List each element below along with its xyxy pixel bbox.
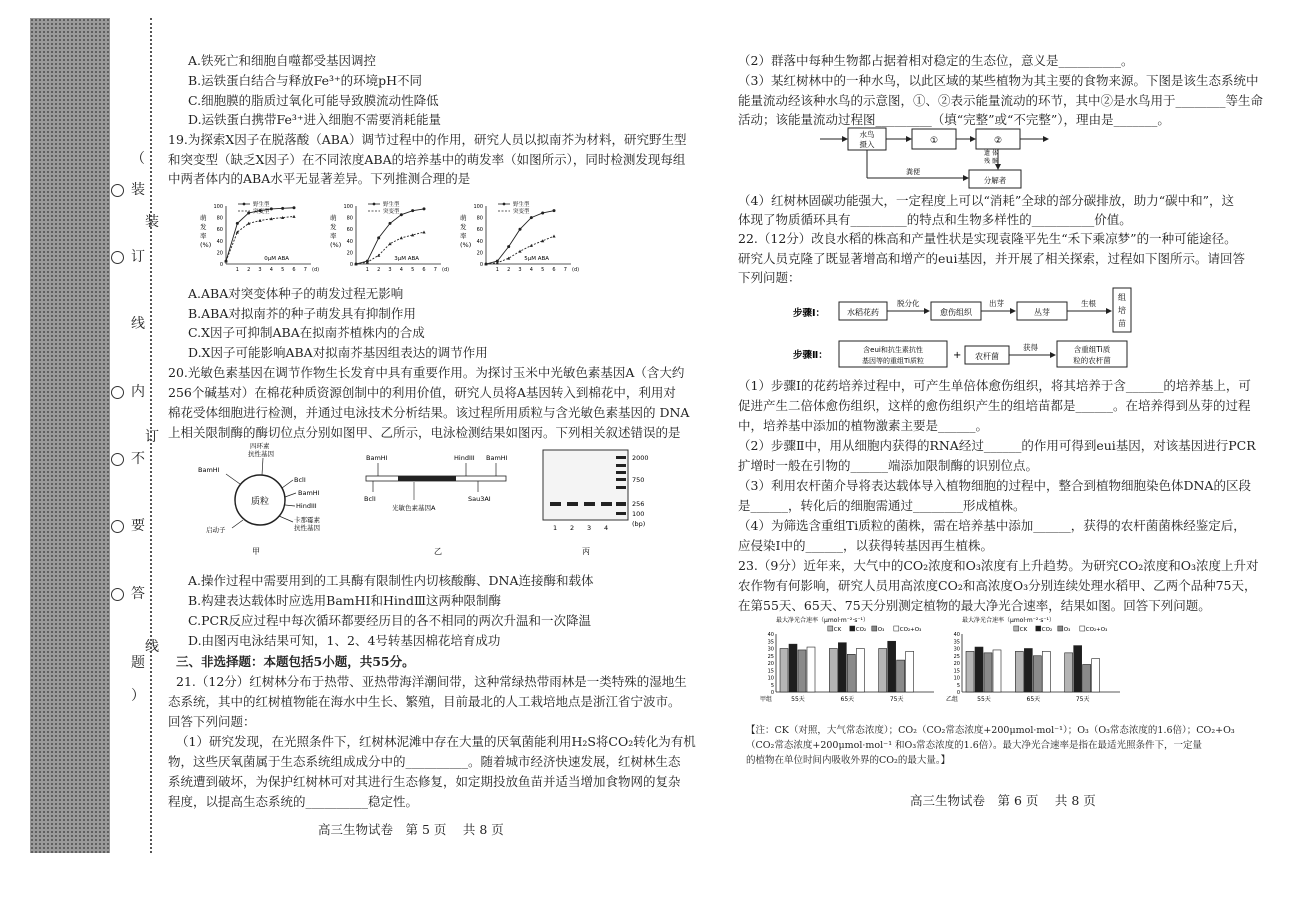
kan-label-2: 抗性基因 xyxy=(294,524,320,532)
legend-wild: 野生型 xyxy=(253,202,270,208)
germ-xtick: 5 xyxy=(541,267,545,273)
bar-ytick: 30 xyxy=(767,646,774,653)
legend-mutant: 突变型 xyxy=(513,209,530,215)
germ-ylabel: 发 xyxy=(460,223,467,231)
step-result-1: 含重组Ti质 xyxy=(1073,345,1111,354)
q22-1-line-3: 中，培养基中添加的植物激素主要是______。 xyxy=(738,418,989,433)
footer-page-5: 高三生物试卷 第 5 页 共 8 页 xyxy=(318,822,504,837)
step-plasmid-1: 含eui和抗生素抗性 xyxy=(863,346,923,354)
legend-label: CK xyxy=(1019,627,1028,633)
q20-option-a: A.操作过程中需要用到的工具酶有限制性内切核酸酶、DNA连接酶和载体 xyxy=(188,573,594,588)
q21-3-line-2: 能量流动经该种水鸟的示意图，①、②表示能量流动的环节，其中②是水鸟用于________等生命 xyxy=(738,93,1264,108)
plasmid-site-bcli: BclI xyxy=(294,476,306,484)
gel-mark-2000: 2000 xyxy=(632,454,649,462)
bar-ytick: 10 xyxy=(767,675,774,682)
kan-label-1: 卡那霉素 xyxy=(294,516,320,524)
step-diagram xyxy=(793,286,1213,370)
binding-hole xyxy=(111,453,124,466)
bar xyxy=(789,644,797,692)
germ-ytick: 60 xyxy=(346,227,353,234)
bar xyxy=(1042,651,1050,692)
germ-xtick: 5 xyxy=(281,267,285,273)
germ-xtick: 1 xyxy=(235,267,239,273)
germ-ytick: 100 xyxy=(343,204,353,210)
legend-label: CK xyxy=(833,627,842,633)
mutant-point xyxy=(292,215,295,218)
bar-chart-title: 最大净光合速率（μmol·m⁻²·s⁻¹） xyxy=(776,617,869,624)
germ-ylabel: (%) xyxy=(330,241,342,249)
germ-ytick: 20 xyxy=(476,250,483,257)
binding-char-9: ） xyxy=(131,688,145,704)
gene-label: 光敏色素基因A xyxy=(392,504,436,512)
bar-ytick: 15 xyxy=(953,668,960,675)
q23-line-3: 在第55天、65天、75天分别测定植物的最大净光合速率，结果如图。回答下列问题。 xyxy=(738,598,1211,613)
bar xyxy=(1092,659,1100,692)
plasmid-label: 质粒 xyxy=(250,497,270,507)
bar-ytick: 20 xyxy=(767,661,774,667)
germ-ytick: 40 xyxy=(216,238,223,245)
bar-ytick: 5 xyxy=(956,682,960,689)
bar xyxy=(798,650,806,692)
q22-line-2: 研究人员克隆了既显著增高和增产的eui基因，并开展了相关探索，过程如下图所示。请回答 xyxy=(738,251,1245,266)
flow-remains-1: 遗 xyxy=(984,150,991,157)
q23-line-2: 农作物有何影响，研究人员用高浓度CO₂和高浓度O₃分别连续处理水稻甲、乙两个品种75天， xyxy=(738,578,1257,593)
binding-margin xyxy=(30,18,110,853)
bar-ytick: 25 xyxy=(953,653,960,660)
bar-ytick: 35 xyxy=(767,639,774,646)
wild-point xyxy=(507,245,510,248)
binding-side-char-2: 线 xyxy=(145,639,159,655)
germ-condition: 3μM ABA xyxy=(394,256,420,262)
germ-xtick: 7 xyxy=(303,267,307,273)
germ-ylabel: 发 xyxy=(330,223,337,231)
step-root: 生根 xyxy=(1081,299,1096,308)
germ-condition: 0μM ABA xyxy=(264,256,290,262)
step-plasmid-2: 基因等的重组Ti质粒 xyxy=(861,357,925,365)
wild-point xyxy=(519,228,522,231)
bar xyxy=(856,649,864,693)
germ-ylabel: 萌 xyxy=(330,214,337,222)
q18-option-c: C.细胞膜的脂质过氧化可能导致膜流动性降低 xyxy=(188,93,439,108)
step-dediff: 脱分化 xyxy=(897,299,920,308)
q20-option-b: B.构建表达载体时应选用BamHⅠ和HindⅢ这两种限制酶 xyxy=(188,593,501,608)
legend-label: CO₂ xyxy=(1041,627,1053,633)
bar xyxy=(1074,646,1082,692)
legend-mutant: 突变型 xyxy=(253,209,270,215)
q21-4-line-2: 体现了物质循环具有_________的特点和生物多样性的__________价值。 xyxy=(738,212,1132,227)
binding-hole xyxy=(111,588,124,601)
tet-label-2: 抗性基因 xyxy=(248,450,274,458)
mutant-point xyxy=(541,239,544,242)
q19-option-b: B.ABA对拟南芥的种子萌发具有抑制作用 xyxy=(188,306,416,321)
germ-xtick: 4 xyxy=(269,267,273,273)
bar-chart-title: 最大净光合速率（μmol·m⁻²·s⁻¹） xyxy=(962,617,1055,624)
legend-swatch xyxy=(828,626,833,631)
bar xyxy=(897,660,905,692)
germ-ytick: 0 xyxy=(349,262,353,268)
q22-line-1: 22.（12分）改良水稻的株高和产量性状是实现袁隆平先生“禾下乘凉梦”的一种可能途径。 xyxy=(738,231,1237,246)
fig-label-yi: 乙 xyxy=(434,547,442,556)
q19-option-d: D.X因子可能影响ABA对拟南芥基因组表达的调节作用 xyxy=(188,345,488,360)
legend-swatch xyxy=(1036,626,1041,631)
germ-xtick: 3 xyxy=(388,267,392,273)
legend-label: CO₂ xyxy=(855,627,867,633)
binding-char-3: 线 xyxy=(131,316,145,332)
bar xyxy=(838,643,846,692)
germ-ylabel: (%) xyxy=(200,241,212,249)
q19-germination-chart xyxy=(198,198,598,278)
step-get: 获得 xyxy=(1023,343,1038,352)
binding-hole xyxy=(111,520,124,533)
bar-ytick: 5 xyxy=(770,682,774,689)
wild-point xyxy=(411,209,414,212)
bar-category: 65天 xyxy=(1026,696,1041,703)
mutant-point xyxy=(552,235,555,238)
legend-swatch xyxy=(872,626,877,631)
binding-char-6: 要 xyxy=(131,518,145,534)
mutant-point xyxy=(422,231,425,234)
q22-1-line-1: （1）步骤Ⅰ的花药培养过程中，可产生单倍体愈伤组织，将其培养于含______的培养基上，可 xyxy=(738,378,1251,393)
q19-stem-2: 和突变型（缺乏X因子）在不同浓度ABA的培养基中的萌发率（如图所示），同时检测发现每组 xyxy=(168,152,686,167)
germ-ytick: 60 xyxy=(216,227,223,234)
bar-ytick: 35 xyxy=(953,639,960,646)
q22-line-3: 下列问题： xyxy=(738,270,801,285)
q20-stem-1: 20.光敏色素基因在调节作物生长发育中具有重要作用。为探讨玉米中光敏色素基因A（含大约 xyxy=(168,365,685,380)
wild-point xyxy=(377,236,380,239)
gene-site-hindiii: HindIII xyxy=(454,454,475,462)
germ-ylabel: 率 xyxy=(330,232,337,240)
gel-mark-256: 256 xyxy=(632,500,645,508)
bar-ytick: 15 xyxy=(767,668,774,675)
germ-ytick: 20 xyxy=(216,250,223,257)
germ-xtick: 6 xyxy=(422,267,426,273)
gel-unit: (bp) xyxy=(632,520,646,528)
germ-xtick: 7 xyxy=(563,267,567,273)
bar-ytick: 25 xyxy=(767,653,774,660)
legend-label: CO₂+O₃ xyxy=(1085,627,1108,633)
q22-2-line-1: （2）步骤Ⅱ中，用从细胞内获得的RNA经过______的作用可得到eui基因，对该基因进行PCR xyxy=(738,438,1256,453)
q19-option-a: A.ABA对突变体种子的萌发过程无影响 xyxy=(188,286,404,301)
q20-stem-4: 上相关限制酶的酶切位点分别如图甲、乙所示，电泳检测结果如图丙。下列相关叙述错误的是 xyxy=(168,425,681,440)
step-plus: + xyxy=(953,350,962,361)
germ-ylabel: 发 xyxy=(200,223,207,231)
q21-line-5: 物，这些厌氧菌属于生态系统组成成分中的__________。随着城市经济快速发展，红树林生态 xyxy=(168,754,681,769)
germ-day-unit: (d) xyxy=(312,267,320,273)
bar xyxy=(1015,651,1023,692)
plasmid-site-bamhi-2: BamHI xyxy=(298,489,320,497)
q21-3-line-3: 活动；该能量流动过程图_________（填“完整”或“不完整”），理由是_______。 xyxy=(738,112,1170,127)
flow-box-2: ② xyxy=(993,136,1003,146)
bar xyxy=(993,650,1001,692)
germ-xtick: 2 xyxy=(247,267,251,273)
germ-ylabel: (%) xyxy=(460,241,472,249)
wild-point xyxy=(541,211,544,214)
q21-3-line-1: （3）某红树林中的一种水鸟，以此区域的某些植物为其主要的食物来源。下图是该生态系统中 xyxy=(738,73,1259,88)
q23-note-3: 的植物在单位时间内吸收外界的CO₂的最大量。】 xyxy=(746,755,951,766)
germ-xtick: 6 xyxy=(552,267,556,273)
q18-option-a: A.铁死亡和细胞自噬都受基因调控 xyxy=(188,53,377,68)
gene-site-sau3ai: Sau3AI xyxy=(468,495,491,503)
mutant-point xyxy=(400,236,403,239)
flow-feces: 粪便 xyxy=(906,168,920,176)
bar-category: 75天 xyxy=(889,696,904,703)
bar xyxy=(807,647,815,692)
step-2-label: 步骤Ⅱ： xyxy=(793,350,828,361)
wild-point xyxy=(270,207,273,210)
q23-line-1: 23.（9分）近年来，大气中的CO₂浓度和O₃浓度有上升趋势。为研究CO₂浓度和O₃浓度上升对 xyxy=(738,558,1259,573)
germ-ylabel: 率 xyxy=(460,232,467,240)
binding-char-0: （ xyxy=(131,151,145,167)
germ-ytick: 100 xyxy=(213,204,223,210)
bar-ytick: 40 xyxy=(767,632,774,638)
bar xyxy=(984,653,992,692)
flow-decomposer: 分解者 xyxy=(983,176,1007,185)
bar-ytick: 10 xyxy=(953,675,960,682)
bar xyxy=(1083,664,1091,692)
bar-ytick: 20 xyxy=(953,661,960,667)
germ-day-unit: (d) xyxy=(442,267,450,273)
energy-flow-diagram xyxy=(818,126,1078,196)
binding-side-char-1: 订 xyxy=(145,429,159,445)
q18-option-d: D.运铁蛋白携带Fe³⁺进入细胞不需要消耗能量 xyxy=(188,112,442,127)
step-bud: 出芽 xyxy=(989,299,1004,308)
step-agro: 农杆菌 xyxy=(975,352,999,361)
bar xyxy=(847,654,855,692)
q19-stem-1: 19.为探索X因子在脱落酸（ABA）调节过程中的作用，研究人员以拟南芥为材料，研究野生型 xyxy=(168,132,687,147)
bar xyxy=(966,651,974,692)
legend-label: CO₂+O₃ xyxy=(899,627,922,633)
q19-stem-3: 中两者体内的ABA水平无显著差异。下列推测合理的是 xyxy=(168,171,471,186)
bar xyxy=(1033,656,1041,692)
germ-condition: 5μM ABA xyxy=(524,256,550,262)
gene-site-bamhi: BamHI xyxy=(366,454,388,462)
bar-category: 75天 xyxy=(1075,696,1090,703)
lane-4: 4 xyxy=(604,524,609,532)
plasmid-site-hindiii: HindIII xyxy=(296,502,317,510)
q21-line-6: 系统遭到破坏，为保护红树林可对其进行生态修复，如定期投放鱼苗并适当增加食物网的复杂 xyxy=(168,774,681,789)
step-1-label: 步骤Ⅰ： xyxy=(793,308,826,319)
binding-side-char-0: 装 xyxy=(145,214,159,230)
q20-stem-3: 棉花受体细胞进行检测，并通过电泳技术分析结果。该过程所用质粒与含光敏色素基因的 DNA xyxy=(168,405,690,420)
germ-ylabel: 率 xyxy=(200,232,207,240)
binding-char-4: 内 xyxy=(131,384,145,400)
legend-mutant: 突变型 xyxy=(383,209,400,215)
legend-label: O₃ xyxy=(877,627,885,633)
binding-char-7: 答 xyxy=(131,586,145,602)
wild-point xyxy=(423,207,426,210)
fig-label-bing: 丙 xyxy=(582,547,590,556)
bar xyxy=(1024,649,1032,693)
q22-4-line-2: 应侵染Ⅰ中的______，以获得转基因再生植株。 xyxy=(738,538,993,553)
germ-xtick: 5 xyxy=(411,267,415,273)
q21-line-3: 回答下列问题： xyxy=(168,714,256,729)
germ-day-unit: (d) xyxy=(572,267,580,273)
legend-swatch xyxy=(850,626,855,631)
lane-3: 3 xyxy=(587,524,592,532)
binding-char-5: 不 xyxy=(131,451,145,467)
legend-wild: 野生型 xyxy=(513,202,530,208)
step-result-2: 粒的农杆菌 xyxy=(1073,356,1111,365)
q23-note-1: 【注：CK（对照，大气常态浓度）；CO₂（CO₂常态浓度+200μmol·mol⁻¹）；O₃（O₃常态浓度的1.6倍）；CO₂+O₃ xyxy=(746,725,1235,736)
lane-2: 2 xyxy=(570,524,575,532)
bar xyxy=(829,649,837,693)
legend-label: O₃ xyxy=(1063,627,1071,633)
germ-ylabel: 萌 xyxy=(460,214,467,222)
bar xyxy=(906,651,914,692)
bar xyxy=(975,647,983,692)
bar-ytick: 0 xyxy=(956,690,960,696)
germ-ytick: 0 xyxy=(479,262,483,268)
gene-site-bamhi-2: BamHI xyxy=(486,454,508,462)
step-plantlet-1: 组 xyxy=(1118,293,1126,302)
plasmid-site-bamhi: BamHI xyxy=(198,466,220,474)
bar-ytick: 0 xyxy=(770,690,774,696)
germ-ytick: 80 xyxy=(346,215,353,222)
flow-box-intake-1: 水鸟 xyxy=(859,130,875,139)
legend-swatch xyxy=(1080,626,1085,631)
step-plantlet-3: 苗 xyxy=(1118,319,1126,328)
legend-wild: 野生型 xyxy=(383,202,400,208)
legend-swatch xyxy=(1058,626,1063,631)
bar-category: 55天 xyxy=(977,696,991,703)
q21-line-2: 态系统，其中的红树植物能在海水中生长、繁殖，目前最北的人工栽培地点是浙江省宁波市。 xyxy=(168,694,681,709)
tet-label-1: 四环素 xyxy=(250,442,270,450)
footer-page-6: 高三生物试卷 第 6 页 共 8 页 xyxy=(910,793,1096,808)
germ-xtick: 3 xyxy=(518,267,522,273)
q20-option-c: C.PCR反应过程中每次循环都要经历目的各不相同的两次升温和一次降温 xyxy=(188,613,591,628)
q22-2-line-2: 扩增时一般在引物的______端添加限制酶的识别位点。 xyxy=(738,458,1039,473)
bar xyxy=(888,641,896,692)
bar-category: 65天 xyxy=(840,696,855,703)
promoter-label: 启动子 xyxy=(206,526,226,534)
flow-remains-4: 骸 xyxy=(992,158,999,165)
germ-ytick: 60 xyxy=(476,227,483,234)
germ-ytick: 100 xyxy=(473,204,483,210)
legend-swatch xyxy=(1014,626,1019,631)
q23-bar-chart xyxy=(758,616,1138,716)
germ-ytick: 40 xyxy=(346,238,353,245)
flow-box-1: ① xyxy=(929,136,939,146)
wild-point xyxy=(236,222,239,225)
q20-stem-2: 256个碱基对）在棉花种质资源创制中的利用价值，研究人员将A基因转入到棉花中，利用对 xyxy=(168,385,676,400)
wild-point xyxy=(281,207,284,210)
germ-ytick: 80 xyxy=(216,215,223,222)
q20-option-d: D.由图丙电泳结果可知，1、2、4号转基因棉花培育成功 xyxy=(188,633,501,648)
wild-point xyxy=(247,211,250,214)
q23-note-2: （CO₂常态浓度+200μmol·mol⁻¹ 和O₃常态浓度的1.6倍）。最大净光合速率是指在最适光照条件下，一定量 xyxy=(746,740,1202,751)
bar xyxy=(1065,653,1073,692)
q21-line-7: 程度，以提高生态系统的__________稳定性。 xyxy=(168,794,419,809)
germ-xtick: 1 xyxy=(495,267,499,273)
flow-remains-2: 体 xyxy=(992,150,999,157)
flow-remains-3: 残 xyxy=(984,158,991,165)
legend-swatch xyxy=(894,626,899,631)
germ-xtick: 2 xyxy=(377,267,381,273)
binding-char-2: 订 xyxy=(131,249,145,265)
germ-ylabel: 萌 xyxy=(200,214,207,222)
bar-category: 55天 xyxy=(791,696,805,703)
binding-hole xyxy=(111,386,124,399)
bar-ytick: 30 xyxy=(953,646,960,653)
q21-4-line-1: （4）红树林固碳功能强大，一定程度上可以“消耗”全球的部分碳排放，助力“碳中和”，这 xyxy=(738,193,1235,208)
germ-xtick: 2 xyxy=(507,267,511,273)
germ-ytick: 40 xyxy=(476,238,483,245)
germ-ytick: 80 xyxy=(476,215,483,222)
bar-ytick: 40 xyxy=(953,632,960,638)
wild-point xyxy=(553,209,556,212)
wild-point xyxy=(389,222,392,225)
binding-char-8: 题 xyxy=(131,655,145,671)
step-shoot: 丛芽 xyxy=(1034,308,1050,317)
bar xyxy=(879,649,887,693)
step-callus: 愈伤组织 xyxy=(940,308,972,317)
germ-xtick: 6 xyxy=(292,267,296,273)
step-plantlet-2: 培 xyxy=(1118,306,1126,315)
germ-xtick: 7 xyxy=(433,267,437,273)
lane-1: 1 xyxy=(553,524,558,532)
q21-2: （2）群落中每种生物都占据着相对稳定的生态位，意义是__________。 xyxy=(738,53,1134,68)
flow-box-intake-2: 摄入 xyxy=(859,140,875,149)
wild-point xyxy=(530,216,533,219)
q22-4-line-1: （4）为筛选含重组Ti质粒的菌株，需在培养基中添加______，获得的农杆菌菌株经鉴定后， xyxy=(738,518,1246,533)
q19-option-c: C.X因子可抑制ABA在拟南芥植株内的合成 xyxy=(188,325,425,340)
germ-ytick: 0 xyxy=(219,262,223,268)
wild-point xyxy=(400,213,403,216)
q22-3-line-1: （3）利用农杆菌介导将表达载体导入植物细胞的过程中，整合到植物细胞染色体DNA的区段 xyxy=(738,478,1251,493)
gene-site-bcli: BclI xyxy=(364,495,376,503)
section-3-heading: 三、非选择题：本题包括5小题，共55分。 xyxy=(176,654,415,669)
mutant-point xyxy=(518,250,521,253)
binding-hole xyxy=(111,184,124,197)
binding-hole xyxy=(111,251,124,264)
fig-label-jia: 甲 xyxy=(252,547,260,556)
germ-xtick: 3 xyxy=(258,267,262,273)
gel-mark-100: 100 xyxy=(632,510,645,518)
q18-option-b: B.运铁蛋白结合与释放Fe³⁺的环境pH不同 xyxy=(188,73,423,88)
germ-xtick: 4 xyxy=(529,267,533,273)
step-anther: 水稻花药 xyxy=(847,308,879,317)
germ-xtick: 4 xyxy=(399,267,403,273)
binding-char-1: 装 xyxy=(131,182,145,198)
gel-mark-750: 750 xyxy=(632,476,645,484)
wild-point xyxy=(293,206,296,209)
bar xyxy=(780,649,788,693)
q22-3-line-2: 是______，转化后的细胞需通过________形成植株。 xyxy=(738,498,1026,513)
q21-line-4: （1）研究发现，在光照条件下，红树林泥滩中存在大量的厌氧菌能利用H₂S将CO₂转化为有机 xyxy=(176,734,696,749)
bar-panel-label: 甲组 xyxy=(760,696,773,703)
q21-line-1: 21.（12分）红树林分布于热带、亚热带海洋潮间带，这种常绿热带雨林是一类特殊的湿地生 xyxy=(176,674,687,689)
bar-panel-label: 乙组 xyxy=(946,696,959,703)
germ-xtick: 1 xyxy=(365,267,369,273)
q22-1-line-2: 促进产生二倍体愈伤组织，这样的愈伤组织产生的组培苗都是______。在培养得到丛芽的过程 xyxy=(738,398,1251,413)
q20-figure xyxy=(188,440,688,565)
germ-ytick: 20 xyxy=(346,250,353,257)
